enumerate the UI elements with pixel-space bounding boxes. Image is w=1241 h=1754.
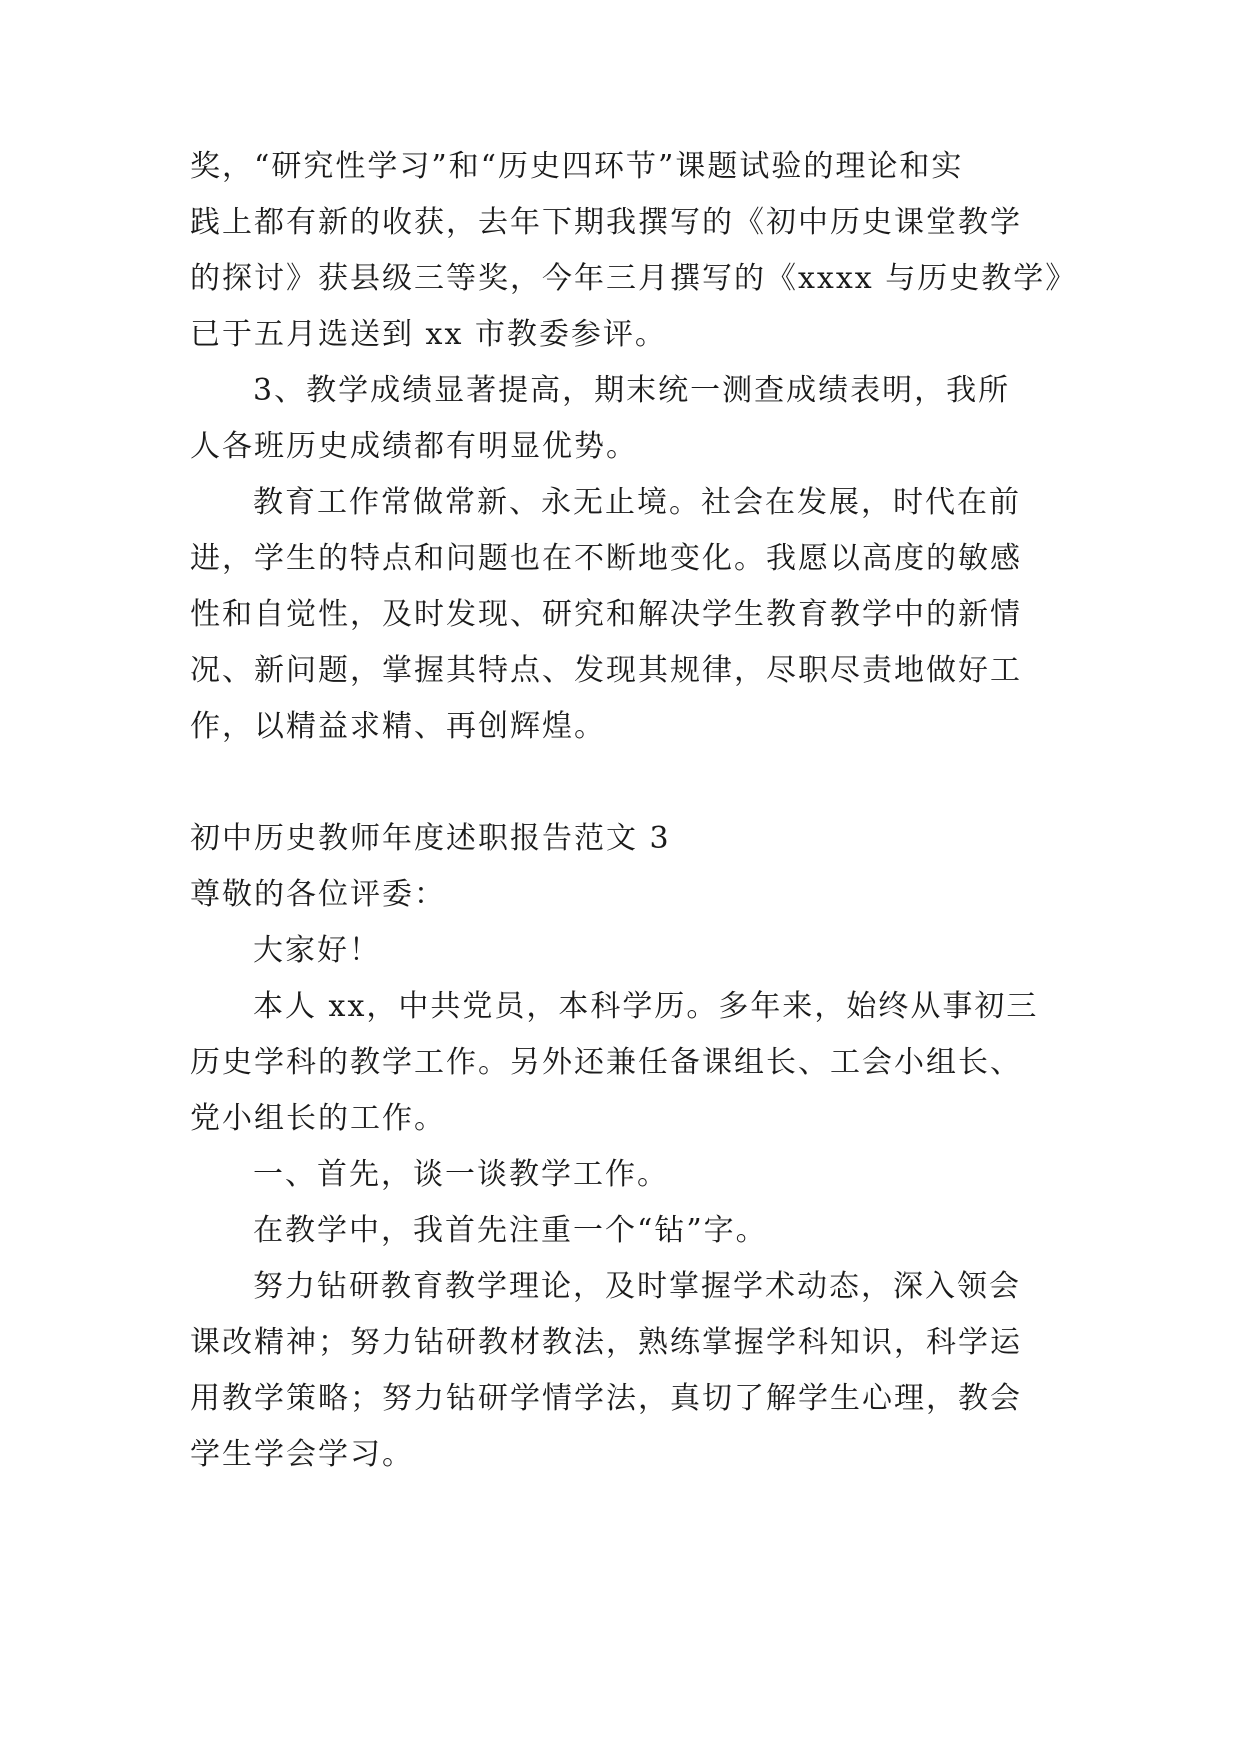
greeting: 大家好！ [253,933,381,968]
salutation: 尊敬的各位评委： [190,877,446,912]
text-line: 的探讨》获县级三等奖，今年三月撰写的《xxxx 与历史教学》 [190,261,1078,296]
text-line: 践上都有新的收获，去年下期我撰写的《初中历史课堂教学 [190,205,1022,240]
text-line: 人各班历史成绩都有明显优势。 [190,429,638,464]
text-line: 用教学策略；努力钻研学情学法，真切了解学生心理，教会 [190,1381,1022,1416]
text-line: 课改精神；努力钻研教材教法，熟练掌握学科知识，科学运 [190,1325,1022,1360]
text-line: 奖，“研究性学习”和“历史四环节”课题试验的理论和实 [190,149,964,184]
text-line: 历史学科的教学工作。另外还兼任备课组长、工会小组长、 [190,1045,1022,1080]
text-line: 性和自觉性，及时发现、研究和解决学生教育教学中的新情 [190,597,1022,632]
text-line: 党小组长的工作。 [190,1101,446,1136]
section-heading: 初中历史教师年度述职报告范文 3 [190,821,671,856]
text-line: 教育工作常做常新、永无止境。社会在发展，时代在前 [253,485,1021,520]
text-line: 3、教学成绩显著提高，期末统一测查成绩表明，我所 [253,373,1011,408]
text-line: 努力钻研教育教学理论，及时掌握学术动态，深入领会 [253,1269,1021,1304]
text-line: 学生学会学习。 [190,1437,414,1472]
text-line: 进，学生的特点和问题也在不断地变化。我愿以高度的敏感 [190,541,1022,576]
text-line: 本人 xx，中共党员，本科学历。多年来，始终从事初三 [253,989,1039,1024]
text-line: 一、首先，谈一谈教学工作。 [253,1157,669,1192]
text-line: 作，以精益求精、再创辉煌。 [190,709,606,744]
text-line: 况、新问题，掌握其特点、发现其规律，尽职尽责地做好工 [190,653,1022,688]
text-line: 已于五月选送到 xx 市教委参评。 [190,317,667,352]
text-line: 在教学中，我首先注重一个“钻”字。 [253,1213,768,1248]
